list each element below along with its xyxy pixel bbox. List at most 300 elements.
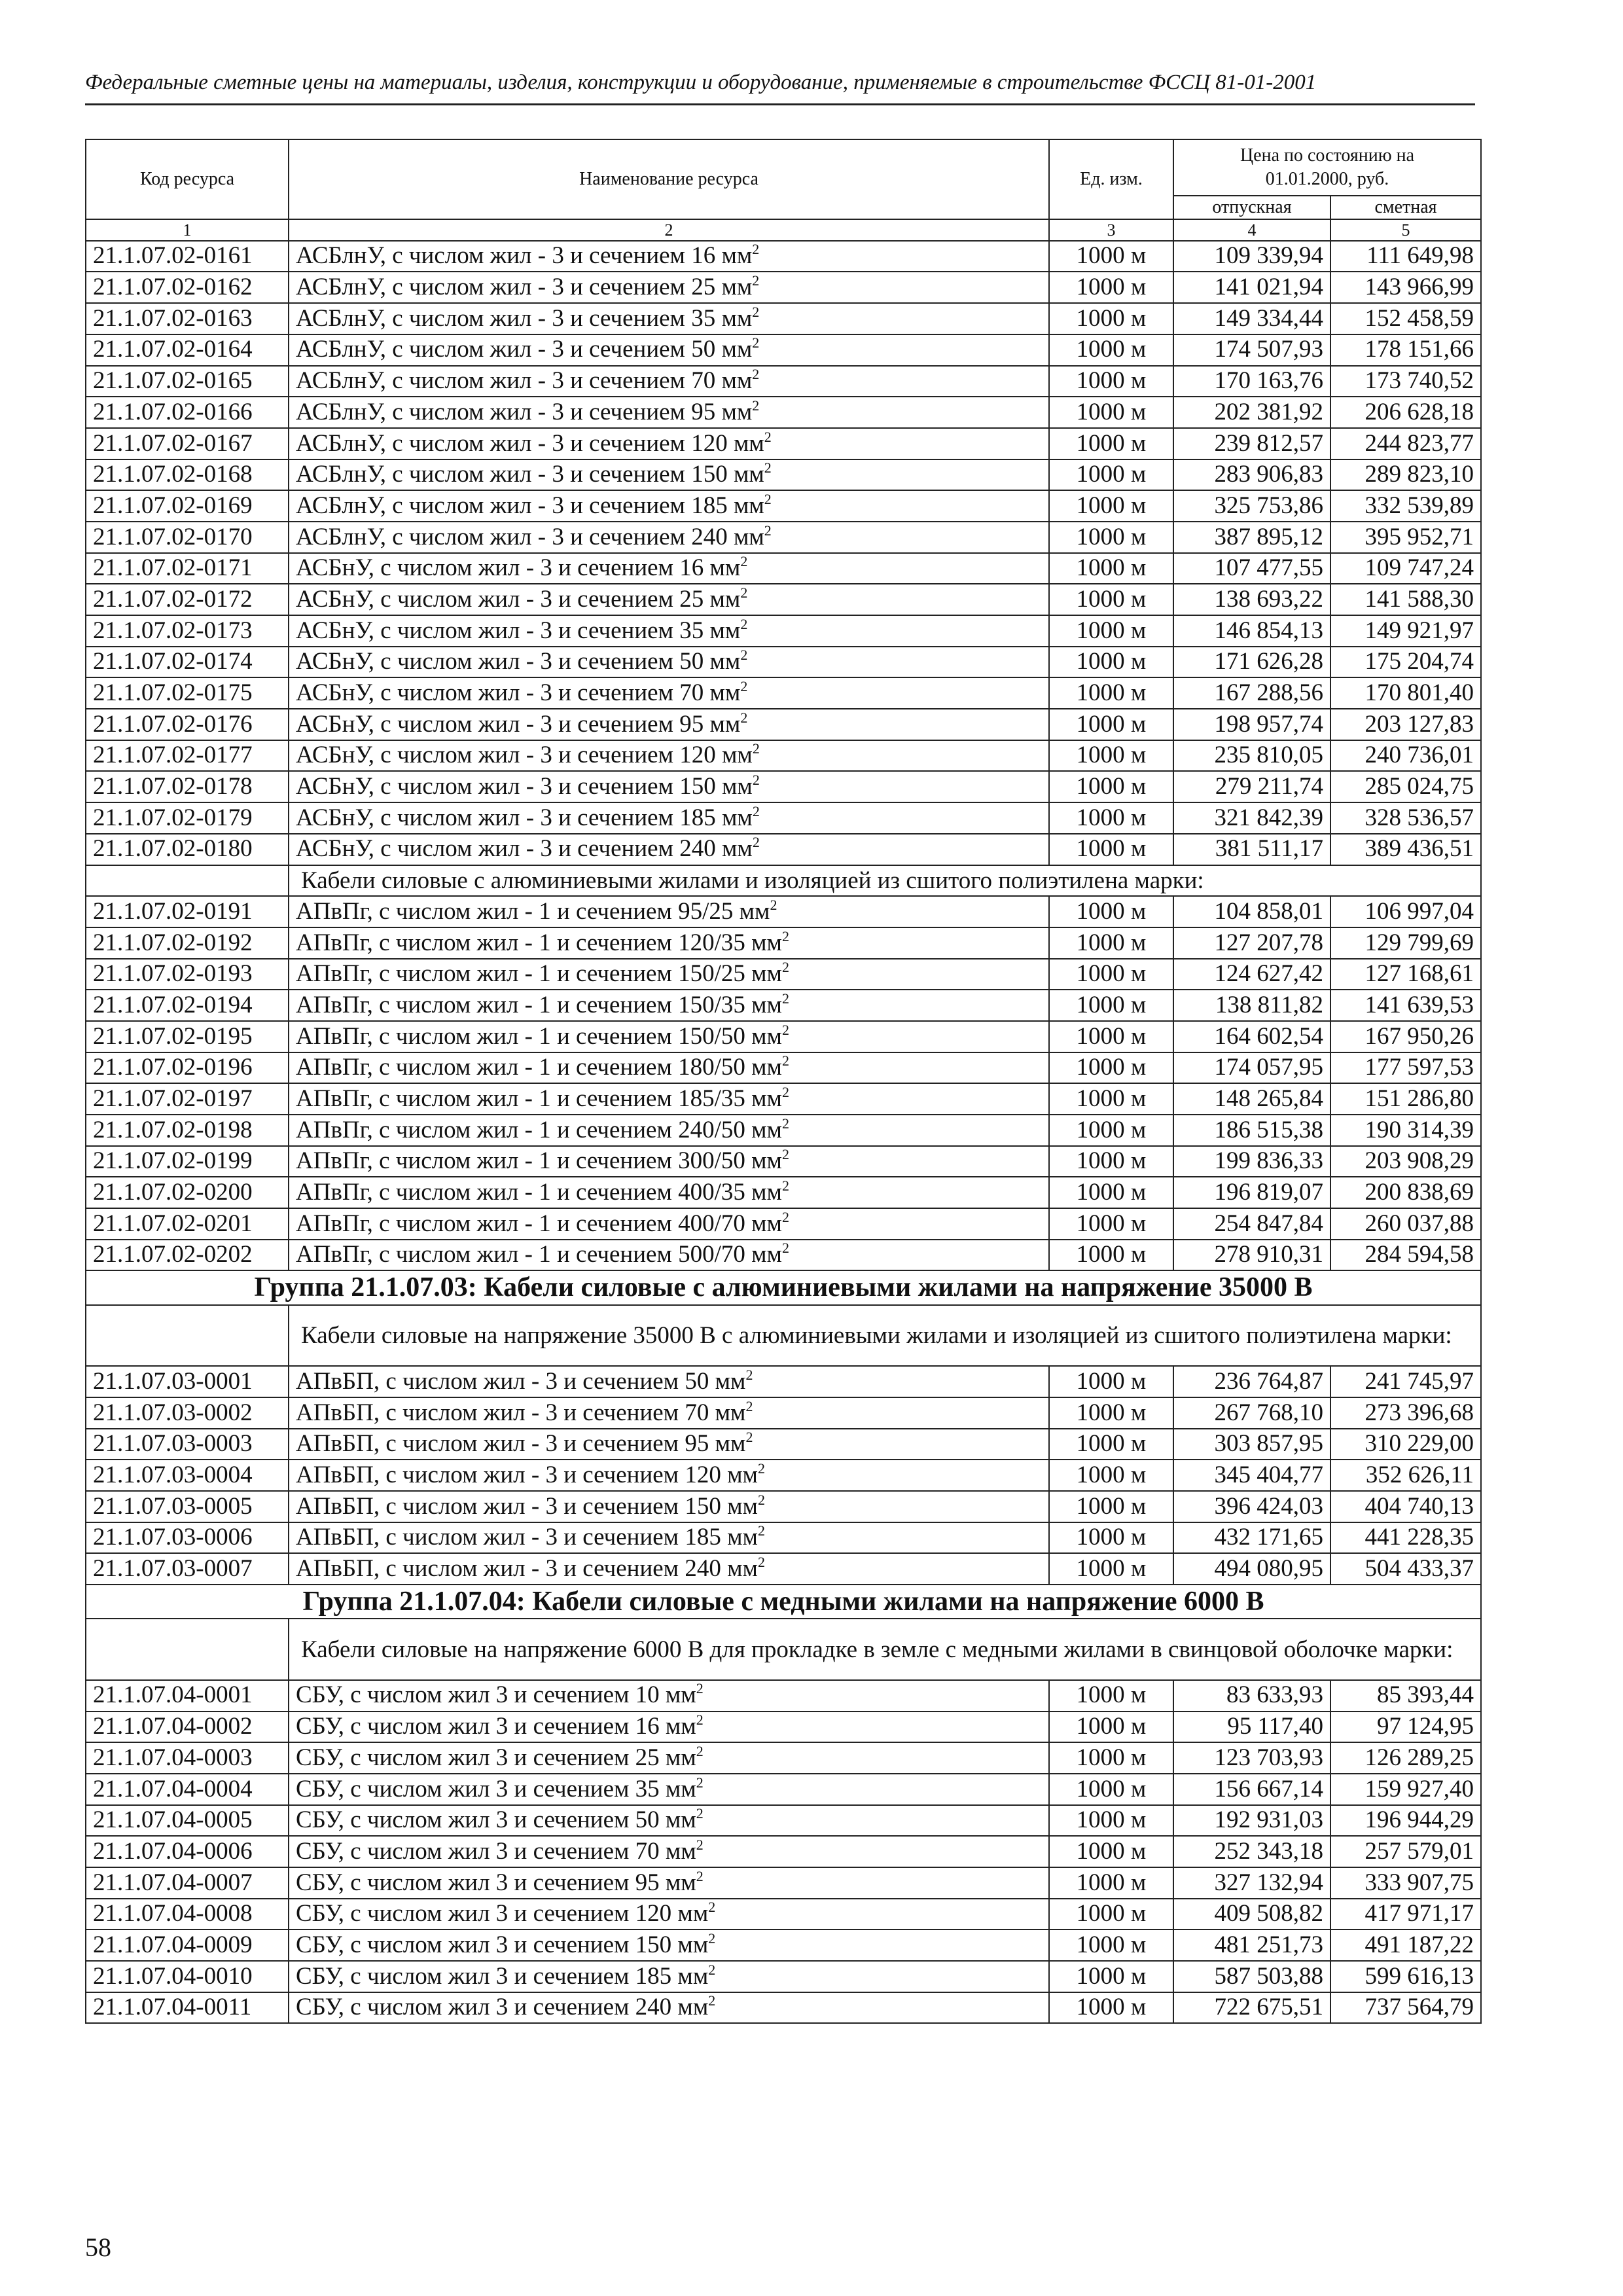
resource-name-text: СБУ, с числом жил 3 и сечением 120 мм xyxy=(296,1900,709,1928)
resource-name-text: СБУ, с числом жил 3 и сечением 150 мм xyxy=(296,1931,709,1958)
resource-name-text: АСБлнУ, с числом жил - 3 и сечением 25 мм xyxy=(296,274,753,301)
resource-name-text: АСБлнУ, с числом жил - 3 и сечением 70 мм xyxy=(296,367,753,395)
release-price: 381 511,17 xyxy=(1173,834,1330,865)
resource-code: 21.1.07.02-0178 xyxy=(86,771,289,802)
resource-code: 21.1.07.04-0011 xyxy=(86,1992,289,2024)
resource-name xyxy=(289,584,1049,615)
running-header: Федеральные сметные цены на материалы, изделия, конструкции и оборудование, применяемые в строительстве ФССЦ 81-01-2001 xyxy=(85,71,1317,94)
table-row xyxy=(86,1836,1481,1867)
unit-superscript: 2 xyxy=(696,1867,704,1884)
release-price: 199 836,33 xyxy=(1173,1146,1330,1177)
unit: 1000 м xyxy=(1049,927,1173,959)
table-row xyxy=(86,834,1481,865)
resource-code: 21.1.07.03-0005 xyxy=(86,1491,289,1522)
release-price: 138 693,22 xyxy=(1173,584,1330,615)
unit-superscript: 2 xyxy=(757,1460,765,1477)
unit-superscript: 2 xyxy=(696,1774,704,1791)
resource-name xyxy=(289,1836,1049,1867)
estimate-price: 200 838,69 xyxy=(1330,1177,1481,1208)
unit: 1000 м xyxy=(1049,990,1173,1021)
release-price: 127 207,78 xyxy=(1173,927,1330,959)
release-price: 148 265,84 xyxy=(1173,1083,1330,1115)
unit: 1000 м xyxy=(1049,1836,1173,1867)
unit-superscript: 2 xyxy=(708,1929,716,1946)
resource-name xyxy=(289,1177,1049,1208)
resource-name xyxy=(289,1867,1049,1899)
unit: 1000 м xyxy=(1049,615,1173,647)
resource-name-text: АСБнУ, с числом жил - 3 и сечением 95 мм xyxy=(296,710,741,738)
table-row xyxy=(86,1460,1481,1491)
table-row xyxy=(86,990,1481,1021)
release-price: 587 503,88 xyxy=(1173,1961,1330,1992)
estimate-price: 177 597,53 xyxy=(1330,1052,1481,1084)
resource-name xyxy=(289,1460,1049,1491)
resource-code: 21.1.07.04-0005 xyxy=(86,1805,289,1837)
resource-code: 21.1.07.04-0007 xyxy=(86,1867,289,1899)
table-row xyxy=(86,1929,1481,1961)
unit-superscript: 2 xyxy=(781,1052,789,1069)
estimate-price: 97 124,95 xyxy=(1330,1712,1481,1743)
resource-code: 21.1.07.02-0198 xyxy=(86,1115,289,1146)
unit-superscript: 2 xyxy=(764,459,772,476)
resource-name-text: АПвБП, с числом жил - 3 и сечением 120 мм xyxy=(296,1461,758,1488)
estimate-price: 129 799,69 xyxy=(1330,927,1481,959)
resource-name-text: АПвБП, с числом жил - 3 и сечением 240 мм xyxy=(296,1555,758,1583)
release-price: 138 811,82 xyxy=(1173,990,1330,1021)
unit-superscript: 2 xyxy=(752,272,760,289)
estimate-price: 241 745,97 xyxy=(1330,1366,1481,1397)
resource-name-text: АСБнУ, с числом жил - 3 и сечением 150 мм xyxy=(296,773,753,800)
release-price: 141 021,94 xyxy=(1173,272,1330,303)
resource-name xyxy=(289,1021,1049,1052)
estimate-price: 389 436,51 xyxy=(1330,834,1481,865)
resource-name xyxy=(289,241,1049,272)
resource-code: 21.1.07.03-0002 xyxy=(86,1397,289,1429)
table-row xyxy=(86,303,1481,334)
table-row xyxy=(86,1177,1481,1208)
resource-code: 21.1.07.03-0007 xyxy=(86,1553,289,1585)
resource-name xyxy=(289,1712,1049,1743)
estimate-price: 491 187,22 xyxy=(1330,1929,1481,1961)
table-row xyxy=(86,1052,1481,1084)
unit-superscript: 2 xyxy=(740,678,748,695)
resource-name xyxy=(289,1429,1049,1460)
resource-name xyxy=(289,802,1049,834)
resource-code: 21.1.07.02-0177 xyxy=(86,740,289,772)
unit-superscript: 2 xyxy=(752,834,760,851)
unit-superscript: 2 xyxy=(752,241,760,258)
resource-name-text: АСБнУ, с числом жил - 3 и сечением 120 мм xyxy=(296,742,753,769)
resource-name-text: СБУ, с числом жил 3 и сечением 35 мм xyxy=(296,1775,696,1803)
resource-name xyxy=(289,1115,1049,1146)
release-price: 432 171,65 xyxy=(1173,1522,1330,1554)
release-price: 83 633,93 xyxy=(1173,1680,1330,1712)
unit: 1000 м xyxy=(1049,771,1173,802)
resource-name xyxy=(289,366,1049,397)
release-price: 196 819,07 xyxy=(1173,1177,1330,1208)
unit-superscript: 2 xyxy=(740,709,748,726)
estimate-price: 310 229,00 xyxy=(1330,1429,1481,1460)
resource-name xyxy=(289,896,1049,927)
release-price: 95 117,40 xyxy=(1173,1712,1330,1743)
resource-name-text: АСБнУ, с числом жил - 3 и сечением 35 мм xyxy=(296,617,741,644)
section-apvbp-cables xyxy=(86,1366,1481,1585)
table-row xyxy=(86,927,1481,959)
table-row xyxy=(86,553,1481,584)
unit: 1000 м xyxy=(1049,1805,1173,1837)
resource-name-text: АПвБП, с числом жил - 3 и сечением 185 мм xyxy=(296,1524,758,1551)
unit: 1000 м xyxy=(1049,428,1173,459)
resource-name-text: АСБнУ, с числом жил - 3 и сечением 50 мм xyxy=(296,648,741,675)
section-subtitle: Кабели силовые с алюминиевыми жилами и изоляцией из сшитого полиэтилена марки: xyxy=(289,865,1481,897)
resource-name-text: АПвБП, с числом жил - 3 и сечением 150 мм xyxy=(296,1492,758,1520)
unit-superscript: 2 xyxy=(781,1208,789,1225)
release-price: 109 339,94 xyxy=(1173,241,1330,272)
resource-code: 21.1.07.02-0172 xyxy=(86,584,289,615)
unit-superscript: 2 xyxy=(740,584,748,601)
unit: 1000 м xyxy=(1049,1146,1173,1177)
resource-name-text: СБУ, с числом жил 3 и сечением 95 мм xyxy=(296,1869,696,1896)
estimate-price: 151 286,80 xyxy=(1330,1083,1481,1115)
table-row xyxy=(86,522,1481,553)
unit-superscript: 2 xyxy=(752,772,760,789)
unit-superscript: 2 xyxy=(696,1680,704,1697)
estimate-price: 285 024,75 xyxy=(1330,771,1481,802)
unit: 1000 м xyxy=(1049,272,1173,303)
unit: 1000 м xyxy=(1049,959,1173,990)
resource-name xyxy=(289,490,1049,522)
resource-name xyxy=(289,334,1049,366)
resource-code: 21.1.07.04-0002 xyxy=(86,1712,289,1743)
table-row xyxy=(86,1899,1481,1930)
table-row xyxy=(86,771,1481,802)
resource-name-text: АПвПг, с числом жил - 1 и сечением 150/50 мм xyxy=(296,1022,782,1050)
release-price: 722 675,51 xyxy=(1173,1992,1330,2024)
column-number: 5 xyxy=(1330,219,1481,241)
resource-name xyxy=(289,397,1049,428)
unit: 1000 м xyxy=(1049,1680,1173,1712)
resource-name xyxy=(289,1680,1049,1712)
resource-code: 21.1.07.02-0173 xyxy=(86,615,289,647)
resource-code: 21.1.07.02-0167 xyxy=(86,428,289,459)
release-price: 396 424,03 xyxy=(1173,1491,1330,1522)
unit-superscript: 2 xyxy=(708,1961,716,1978)
resource-name xyxy=(289,1929,1049,1961)
resource-name xyxy=(289,771,1049,802)
estimate-price: 190 314,39 xyxy=(1330,1115,1481,1146)
table-row xyxy=(86,959,1481,990)
estimate-price: 328 536,57 xyxy=(1330,802,1481,834)
resource-code: 21.1.07.03-0004 xyxy=(86,1460,289,1491)
resource-name-text: СБУ, с числом жил 3 и сечением 50 мм xyxy=(296,1806,696,1834)
unit-superscript: 2 xyxy=(752,366,760,383)
resource-code: 21.1.07.02-0164 xyxy=(86,334,289,366)
resource-name xyxy=(289,1146,1049,1177)
table-row xyxy=(86,1429,1481,1460)
table-row xyxy=(86,272,1481,303)
resource-name xyxy=(289,990,1049,1021)
unit: 1000 м xyxy=(1049,1929,1173,1961)
resource-name-text: АСБлнУ, с числом жил - 3 и сечением 120 мм xyxy=(296,429,764,457)
estimate-price: 178 151,66 xyxy=(1330,334,1481,366)
unit-superscript: 2 xyxy=(764,490,772,507)
section-apvpg-heading xyxy=(86,865,1481,897)
table-row xyxy=(86,896,1481,927)
unit: 1000 м xyxy=(1049,709,1173,740)
table-row xyxy=(86,1553,1481,1585)
resource-name xyxy=(289,553,1049,584)
resource-name xyxy=(289,1491,1049,1522)
group-6000v-heading xyxy=(86,1585,1481,1680)
resource-name-text: АПвПг, с числом жил - 1 и сечением 500/70 мм xyxy=(296,1241,782,1268)
resource-code: 21.1.07.02-0163 xyxy=(86,303,289,334)
unit: 1000 м xyxy=(1049,522,1173,553)
release-price: 171 626,28 xyxy=(1173,647,1330,678)
estimate-price: 417 971,17 xyxy=(1330,1899,1481,1930)
unit-superscript: 2 xyxy=(740,615,748,632)
unit: 1000 м xyxy=(1049,1742,1173,1774)
section-asb-cables xyxy=(86,241,1481,865)
resource-code: 21.1.07.02-0191 xyxy=(86,896,289,927)
unit: 1000 м xyxy=(1049,1115,1173,1146)
resource-name xyxy=(289,647,1049,678)
resource-name xyxy=(289,272,1049,303)
resource-name-text: АПвПг, с числом жил - 1 и сечением 95/25 мм xyxy=(296,897,770,925)
release-price: 124 627,42 xyxy=(1173,959,1330,990)
unit-superscript: 2 xyxy=(745,1429,753,1446)
unit-superscript: 2 xyxy=(757,1554,765,1571)
unit: 1000 м xyxy=(1049,647,1173,678)
resource-name xyxy=(289,1083,1049,1115)
release-price: 164 602,54 xyxy=(1173,1021,1330,1052)
table-row xyxy=(86,647,1481,678)
resource-code: 21.1.07.02-0199 xyxy=(86,1146,289,1177)
resource-name xyxy=(289,1366,1049,1397)
unit: 1000 м xyxy=(1049,896,1173,927)
unit-superscript: 2 xyxy=(752,740,760,757)
estimate-price: 737 564,79 xyxy=(1330,1992,1481,2024)
unit: 1000 м xyxy=(1049,1021,1173,1052)
table-row xyxy=(86,1742,1481,1774)
resource-name-text: АПвБП, с числом жил - 3 и сечением 70 мм xyxy=(296,1399,746,1426)
release-price: 481 251,73 xyxy=(1173,1929,1330,1961)
resource-code: 21.1.07.03-0006 xyxy=(86,1522,289,1554)
group-35000v-heading xyxy=(86,1270,1481,1366)
estimate-price: 257 579,01 xyxy=(1330,1836,1481,1867)
resource-code: 21.1.07.02-0161 xyxy=(86,241,289,272)
unit-superscript: 2 xyxy=(740,647,748,664)
unit: 1000 м xyxy=(1049,334,1173,366)
price-table xyxy=(85,139,1482,2024)
table-row xyxy=(86,1992,1481,2024)
table-row xyxy=(86,428,1481,459)
resource-name-text: АСБлнУ, с числом жил - 3 и сечением 16 мм xyxy=(296,242,753,270)
release-price: 170 163,76 xyxy=(1173,366,1330,397)
table-row xyxy=(86,615,1481,647)
header-rule xyxy=(85,103,1475,105)
unit: 1000 м xyxy=(1049,553,1173,584)
release-price: 146 854,13 xyxy=(1173,615,1330,647)
resource-name-text: СБУ, с числом жил 3 и сечением 10 мм xyxy=(296,1681,696,1709)
estimate-price: 141 639,53 xyxy=(1330,990,1481,1021)
table-row xyxy=(86,1774,1481,1805)
unit-superscript: 2 xyxy=(757,1522,765,1539)
header-release-price: отпускная xyxy=(1173,196,1330,219)
resource-code: 21.1.07.03-0003 xyxy=(86,1429,289,1460)
table-row xyxy=(86,584,1481,615)
unit-superscript: 2 xyxy=(708,1992,716,2009)
unit: 1000 м xyxy=(1049,740,1173,772)
unit-superscript: 2 xyxy=(781,959,789,976)
resource-code: 21.1.07.02-0180 xyxy=(86,834,289,865)
estimate-price: 127 168,61 xyxy=(1330,959,1481,990)
column-number: 1 xyxy=(86,219,289,241)
group-heading: Группа 21.1.07.03: Кабели силовые с алюминиевыми жилами на напряжение 35000 В xyxy=(86,1270,1481,1304)
section-subtitle: Кабели силовые на напряжение 6000 В для прокладке в земле с медными жилами в свинцовой оболочке марки: xyxy=(289,1619,1481,1679)
estimate-price: 404 740,13 xyxy=(1330,1491,1481,1522)
resource-name-text: АПвПг, с числом жил - 1 и сечением 400/35 мм xyxy=(296,1179,782,1206)
unit-superscript: 2 xyxy=(740,553,748,570)
table-row xyxy=(86,334,1481,366)
estimate-price: 244 823,77 xyxy=(1330,428,1481,459)
unit: 1000 м xyxy=(1049,1397,1173,1429)
release-price: 321 842,39 xyxy=(1173,802,1330,834)
resource-code: 21.1.07.02-0162 xyxy=(86,272,289,303)
unit: 1000 м xyxy=(1049,303,1173,334)
unit: 1000 м xyxy=(1049,1774,1173,1805)
unit: 1000 м xyxy=(1049,1899,1173,1930)
estimate-price: 203 127,83 xyxy=(1330,709,1481,740)
release-price: 239 812,57 xyxy=(1173,428,1330,459)
release-price: 409 508,82 xyxy=(1173,1899,1330,1930)
resource-name xyxy=(289,303,1049,334)
resource-code: 21.1.07.02-0201 xyxy=(86,1208,289,1240)
release-price: 198 957,74 xyxy=(1173,709,1330,740)
estimate-price: 260 037,88 xyxy=(1330,1208,1481,1240)
column-number: 2 xyxy=(289,219,1049,241)
resource-name-text: АПвПг, с числом жил - 1 и сечением 400/70 мм xyxy=(296,1210,782,1237)
unit-superscript: 2 xyxy=(696,1742,704,1759)
estimate-price: 206 628,18 xyxy=(1330,397,1481,428)
table-row xyxy=(86,366,1481,397)
subtitle-spacer xyxy=(86,1619,289,1679)
estimate-price: 240 736,01 xyxy=(1330,740,1481,772)
resource-name-text: СБУ, с числом жил 3 и сечением 240 мм xyxy=(296,1994,709,2021)
resource-code: 21.1.07.04-0009 xyxy=(86,1929,289,1961)
resource-name xyxy=(289,1774,1049,1805)
unit-superscript: 2 xyxy=(781,1240,789,1257)
resource-name xyxy=(289,615,1049,647)
resource-name-text: АПвБП, с числом жил - 3 и сечением 95 мм xyxy=(296,1430,746,1458)
resource-name-text: СБУ, с числом жил 3 и сечением 185 мм xyxy=(296,1962,709,1990)
resource-name-text: АСБлнУ, с числом жил - 3 и сечением 50 мм xyxy=(296,336,753,363)
resource-name-text: АПвПг, с числом жил - 1 и сечением 120/35 мм xyxy=(296,929,782,956)
table-row xyxy=(86,1021,1481,1052)
unit-superscript: 2 xyxy=(764,522,772,539)
estimate-price: 332 539,89 xyxy=(1330,490,1481,522)
table-row xyxy=(86,1805,1481,1837)
estimate-price: 504 433,37 xyxy=(1330,1553,1481,1585)
resource-code: 21.1.07.02-0202 xyxy=(86,1240,289,1271)
resource-code: 21.1.07.02-0169 xyxy=(86,490,289,522)
resource-name xyxy=(289,1805,1049,1837)
table-row xyxy=(86,1115,1481,1146)
unit: 1000 м xyxy=(1049,1961,1173,1992)
unit-superscript: 2 xyxy=(752,802,760,819)
estimate-price: 143 966,99 xyxy=(1330,272,1481,303)
release-price: 156 667,14 xyxy=(1173,1774,1330,1805)
table-row xyxy=(86,490,1481,522)
estimate-price: 106 997,04 xyxy=(1330,896,1481,927)
unit-superscript: 2 xyxy=(696,1805,704,1822)
resource-code: 21.1.07.02-0195 xyxy=(86,1021,289,1052)
header-price: Цена по состоянию на 01.01.2000, руб. xyxy=(1173,139,1481,196)
resource-name-text: АСБнУ, с числом жил - 3 и сечением 25 мм xyxy=(296,585,741,613)
unit: 1000 м xyxy=(1049,1460,1173,1491)
unit: 1000 м xyxy=(1049,1366,1173,1397)
release-price: 252 343,18 xyxy=(1173,1836,1330,1867)
resource-name xyxy=(289,1397,1049,1429)
header-code: Код ресурса xyxy=(86,139,289,219)
table-row xyxy=(86,802,1481,834)
release-price: 236 764,87 xyxy=(1173,1366,1330,1397)
resource-name xyxy=(289,834,1049,865)
release-price: 174 507,93 xyxy=(1173,334,1330,366)
table-row xyxy=(86,397,1481,428)
column-number: 3 xyxy=(1049,219,1173,241)
unit: 1000 м xyxy=(1049,366,1173,397)
resource-name xyxy=(289,428,1049,459)
release-price: 107 477,55 xyxy=(1173,553,1330,584)
resource-code: 21.1.07.02-0175 xyxy=(86,677,289,709)
resource-name xyxy=(289,459,1049,491)
resource-name-text: СБУ, с числом жил 3 и сечением 25 мм xyxy=(296,1744,696,1771)
release-price: 494 080,95 xyxy=(1173,1553,1330,1585)
resource-name-text: АСБлнУ, с числом жил - 3 и сечением 240 мм xyxy=(296,523,764,550)
resource-code: 21.1.07.04-0010 xyxy=(86,1961,289,1992)
estimate-price: 273 396,68 xyxy=(1330,1397,1481,1429)
release-price: 235 810,05 xyxy=(1173,740,1330,772)
header-unit: Ед. изм. xyxy=(1049,139,1173,219)
table-row xyxy=(86,241,1481,272)
table-row xyxy=(86,1712,1481,1743)
resource-name xyxy=(289,709,1049,740)
table-row xyxy=(86,1522,1481,1554)
resource-name xyxy=(289,1240,1049,1271)
subtitle-spacer xyxy=(86,1305,289,1366)
table-row xyxy=(86,740,1481,772)
release-price: 202 381,92 xyxy=(1173,397,1330,428)
resource-code: 21.1.07.02-0165 xyxy=(86,366,289,397)
estimate-price: 175 204,74 xyxy=(1330,647,1481,678)
unit-superscript: 2 xyxy=(752,397,760,414)
resource-code: 21.1.07.04-0004 xyxy=(86,1774,289,1805)
resource-code: 21.1.07.04-0001 xyxy=(86,1680,289,1712)
resource-name-text: АПвБП, с числом жил - 3 и сечением 50 мм xyxy=(296,1367,746,1395)
release-price: 167 288,56 xyxy=(1173,677,1330,709)
table-row xyxy=(86,1083,1481,1115)
subtitle-spacer xyxy=(86,865,289,897)
estimate-price: 149 921,97 xyxy=(1330,615,1481,647)
resource-code: 21.1.07.02-0168 xyxy=(86,459,289,491)
unit: 1000 м xyxy=(1049,1712,1173,1743)
resource-name xyxy=(289,959,1049,990)
release-price: 104 858,01 xyxy=(1173,896,1330,927)
unit: 1000 м xyxy=(1049,397,1173,428)
release-price: 283 906,83 xyxy=(1173,459,1330,491)
resource-name-text: АСБлнУ, с числом жил - 3 и сечением 35 мм xyxy=(296,304,753,332)
resource-code: 21.1.07.02-0192 xyxy=(86,927,289,959)
